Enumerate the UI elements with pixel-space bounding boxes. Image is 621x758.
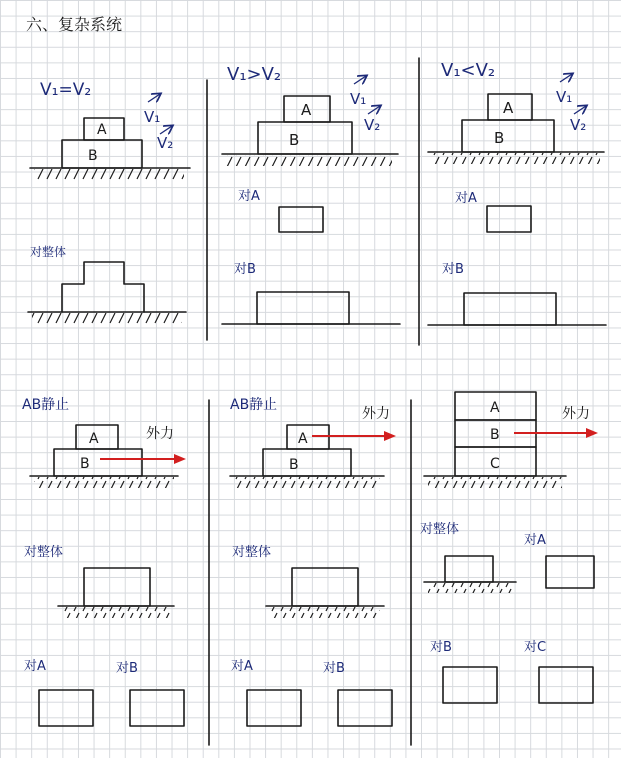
case3-fbd-a [487, 206, 531, 232]
case2-condition: V₁>V₂ [227, 64, 282, 85]
case1-label-a: A [97, 122, 107, 138]
case5-fbd-a [247, 690, 301, 726]
case2-label-b: B [289, 131, 300, 149]
case5-force-label: 外力 [362, 406, 390, 422]
case2-panel [222, 64, 400, 324]
case5-label-b: B [289, 457, 299, 473]
case4-fbd-a [39, 690, 93, 726]
case6-for-b-label: 对B [430, 640, 452, 655]
case2-v1-label: V₁ [350, 90, 367, 108]
case6-fbd-whole-hatch [428, 583, 512, 593]
case4-label-b: B [80, 456, 90, 472]
case1-condition: V₁=V₂ [40, 80, 92, 100]
case1-whole-hatch [32, 313, 182, 324]
case6-ground-hatch [428, 477, 562, 488]
case5-panel [230, 397, 396, 726]
case6-label-c: C [490, 456, 500, 472]
case6-panel [420, 392, 598, 703]
case4-fbd-whole [84, 568, 150, 606]
case2-for-a-label: 对A [238, 189, 260, 204]
case6-label-a: A [490, 400, 500, 416]
case5-fbd-b [338, 690, 392, 726]
case2-label-a: A [301, 101, 312, 119]
case6-for-a-label: 对A [524, 533, 546, 548]
case5-fbd-whole-hatch [270, 607, 380, 618]
case2-ground-hatch [226, 155, 392, 166]
case3-panel [428, 60, 606, 325]
case3-label-b: B [494, 129, 505, 147]
case4-whole-label: 对整体 [24, 545, 64, 560]
case1-block-b [62, 140, 142, 168]
case4-fbd-whole-hatch [62, 607, 170, 618]
case4-panel [22, 397, 186, 726]
case3-condition: V₁<V₂ [441, 60, 496, 81]
case6-fbd-c [539, 667, 593, 703]
case3-for-a-label: 对A [455, 191, 477, 206]
case5-condition: AB静止 [230, 397, 278, 413]
case1-whole-label: 对整体 [30, 245, 67, 259]
case2-v1-arrow [354, 76, 366, 84]
case5-fbd-whole [292, 568, 358, 606]
case2-fbd-b [257, 292, 349, 324]
case1-label-b: B [88, 148, 98, 164]
case3-v1-arrow [560, 74, 572, 82]
case6-whole-label: 对整体 [420, 522, 460, 537]
case1-v2-arrow [160, 126, 172, 134]
case1-whole-outline [62, 262, 144, 312]
case1-v1-arrow [148, 94, 160, 102]
case1-ground-hatch [34, 169, 184, 180]
case6-force-arrowhead [586, 428, 598, 438]
case1-v2-label: V₂ [157, 134, 174, 152]
case6-fbd-b [443, 667, 497, 703]
case6-fbd-a [546, 556, 594, 588]
case6-force-label: 外力 [562, 406, 590, 422]
case2-block-b [258, 122, 352, 154]
case6-fbd-whole [445, 556, 493, 582]
case5-block-b [263, 449, 351, 476]
case5-for-a-label: 对A [231, 659, 253, 674]
case5-force-arrowhead [384, 431, 396, 441]
case4-for-a-label: 对A [24, 659, 46, 674]
case3-v2-arrow [574, 106, 586, 114]
case5-whole-label: 对整体 [232, 545, 272, 560]
case3-label-a: A [503, 99, 514, 117]
case3-fbd-b [464, 293, 556, 325]
case5-for-b-label: 对B [323, 661, 345, 676]
case3-for-b-label: 对B [442, 262, 464, 277]
case3-block-b [462, 120, 554, 152]
case4-condition: AB静止 [22, 397, 70, 413]
case4-label-a: A [89, 431, 99, 447]
case6-for-c-label: 对C [524, 640, 547, 655]
case5-label-a: A [298, 431, 308, 447]
case1-panel [28, 80, 190, 324]
case4-ground-hatch [34, 477, 174, 488]
case4-for-b-label: 对B [116, 661, 138, 676]
case6-label-b: B [490, 427, 500, 443]
case2-fbd-a [279, 207, 323, 232]
case4-force-label: 外力 [146, 426, 174, 442]
case4-fbd-b [130, 690, 184, 726]
case2-v2-label: V₂ [364, 116, 381, 134]
case2-v2-arrow [368, 106, 380, 114]
case4-force-arrowhead [174, 454, 186, 464]
case3-ground-hatch [432, 153, 600, 164]
case1-v1-label: V₁ [144, 108, 161, 126]
section-heading: 六、复杂系统 [26, 15, 123, 34]
case4-block-b [54, 449, 142, 476]
case3-v2-label: V₂ [570, 116, 587, 134]
case3-v1-label: V₁ [556, 88, 573, 106]
case2-for-b-label: 对B [234, 262, 256, 277]
case5-ground-hatch [234, 477, 380, 488]
